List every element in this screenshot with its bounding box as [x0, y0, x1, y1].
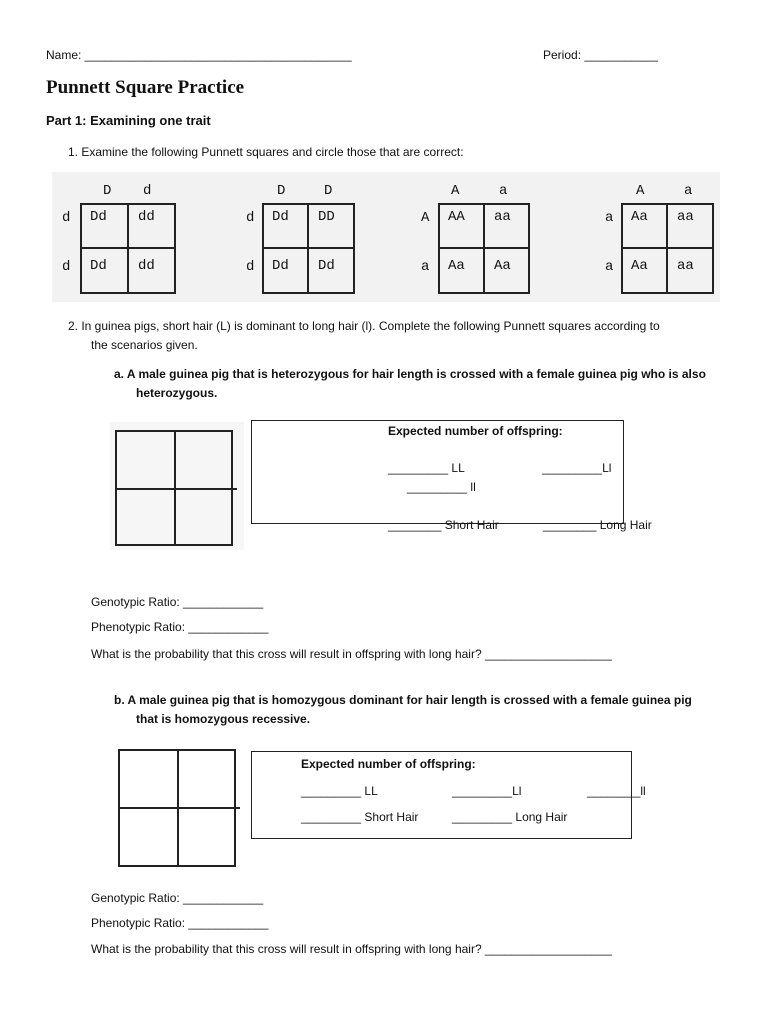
- allele-top: D: [277, 183, 286, 199]
- allele-top: D: [103, 183, 112, 199]
- question-2b-line2: that is homozygous recessive.: [136, 712, 311, 726]
- probability-2a[interactable]: What is the probability that this cross will result in offspring with long hair? ___________________: [91, 647, 612, 661]
- square-cell: aa: [677, 209, 694, 225]
- square-cell: Aa: [494, 258, 511, 274]
- allele-left: A: [421, 210, 430, 226]
- question-1: 1. Examine the following Punnett squares and circle those that are correct:: [68, 145, 464, 159]
- phenotypic-ratio-2a[interactable]: Phenotypic Ratio: ____________: [91, 620, 269, 634]
- page-title: Punnett Square Practice: [46, 77, 245, 98]
- blank-ll[interactable]: _________ ll: [407, 480, 476, 494]
- square-cell: Dd: [272, 209, 289, 225]
- allele-top: A: [636, 183, 645, 199]
- blank-Ll[interactable]: _________Ll: [452, 784, 522, 798]
- allele-top: A: [451, 183, 460, 199]
- question-2b-line1: b. A male guinea pig that is homozygous dominant for hair length is crossed with a female guinea pig: [114, 693, 692, 707]
- probability-2b[interactable]: What is the probability that this cross will result in offspring with long hair? ___________________: [91, 942, 612, 956]
- allele-left: d: [246, 259, 255, 275]
- allele-left: d: [246, 210, 255, 226]
- allele-left: a: [605, 210, 614, 226]
- name-field[interactable]: Name: ________________________________________: [46, 48, 352, 62]
- phenotypic-ratio-2b[interactable]: Phenotypic Ratio: ____________: [91, 916, 269, 930]
- part1-heading: Part 1: Examining one trait: [46, 113, 211, 128]
- question-2a-line1: a. A male guinea pig that is heterozygous for hair length is crossed with a female guinea pig who is also: [114, 367, 706, 381]
- square-cell: DD: [318, 209, 335, 225]
- blank-LL[interactable]: _________ LL: [388, 461, 465, 475]
- question-2-line2: the scenarios given.: [91, 338, 198, 352]
- blank-ll[interactable]: ________ll: [587, 784, 646, 798]
- blank-short-hair[interactable]: ________ Short Hair: [388, 518, 499, 532]
- blank-LL[interactable]: _________ LL: [301, 784, 378, 798]
- period-field[interactable]: Period: ___________: [543, 48, 658, 62]
- allele-top: d: [143, 183, 152, 199]
- genotypic-ratio-2b[interactable]: Genotypic Ratio: ____________: [91, 891, 264, 905]
- allele-left: d: [62, 210, 71, 226]
- allele-left: a: [605, 259, 614, 275]
- square-cell: AA: [448, 209, 465, 225]
- square-cell: Aa: [631, 209, 648, 225]
- allele-top: a: [684, 183, 693, 199]
- blank-short-hair[interactable]: _________ Short Hair: [301, 810, 419, 824]
- square-cell: Aa: [448, 258, 465, 274]
- square-cell: dd: [138, 209, 155, 225]
- expected-offspring-title: Expected number of offspring:: [301, 757, 476, 771]
- genotypic-ratio-2a[interactable]: Genotypic Ratio: ____________: [91, 595, 264, 609]
- allele-top: D: [324, 183, 333, 199]
- square-cell: Dd: [318, 258, 335, 274]
- square-cell: Dd: [90, 209, 107, 225]
- allele-left: a: [421, 259, 430, 275]
- square-cell: aa: [494, 209, 511, 225]
- allele-top: a: [499, 183, 508, 199]
- blank-Ll[interactable]: _________Ll: [542, 461, 612, 475]
- square-cell: Aa: [631, 258, 648, 274]
- blank-long-hair[interactable]: ________ Long Hair: [543, 518, 652, 532]
- square-cell: dd: [138, 258, 155, 274]
- allele-left: d: [62, 259, 71, 275]
- square-cell: aa: [677, 258, 694, 274]
- expected-offspring-title: Expected number of offspring:: [388, 424, 563, 438]
- question-2a-line2: heterozygous.: [136, 386, 218, 400]
- question-2-line1: 2. In guinea pigs, short hair (L) is dominant to long hair (l). Complete the following Punnett squares according to: [68, 319, 660, 333]
- blank-long-hair[interactable]: _________ Long Hair: [452, 810, 568, 824]
- square-cell: Dd: [90, 258, 107, 274]
- square-cell: Dd: [272, 258, 289, 274]
